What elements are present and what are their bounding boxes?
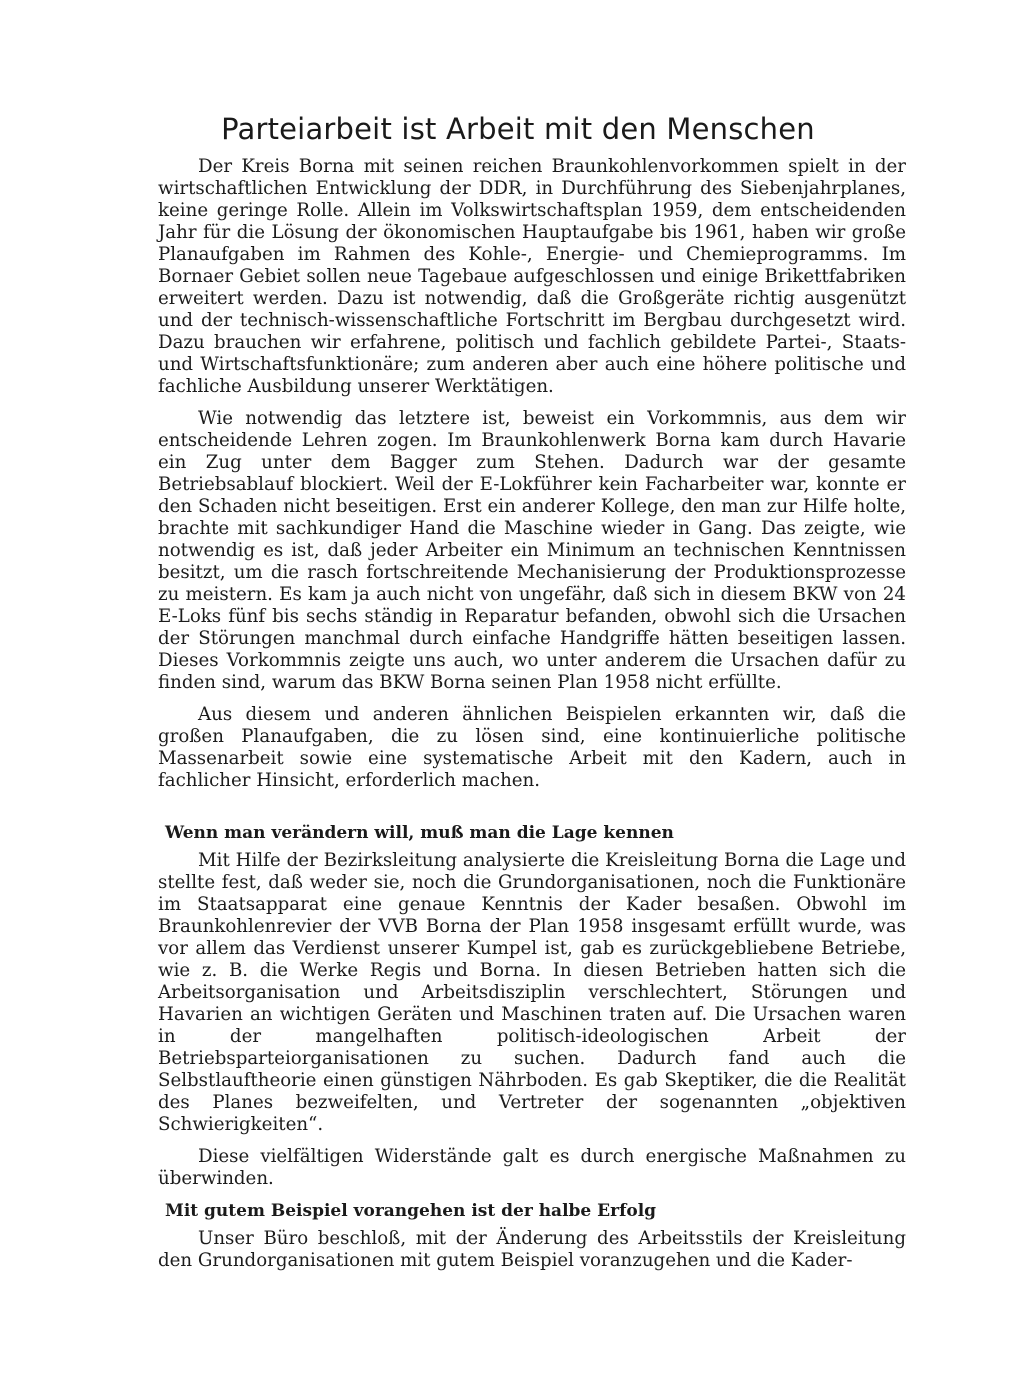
section-heading: Mit gutem Beispiel vorangehen ist der halbe Erfolg xyxy=(165,1201,657,1221)
section-heading: Wenn man verändern will, muß man die Lage kennen xyxy=(165,823,674,843)
paragraph: Diese vielfältigen Widerstände galt es durch energische Maßnahmen zu überwinden. xyxy=(158,1146,906,1189)
paragraph: Wie notwendig das letztere ist, beweist ein Vorkommnis, aus dem wir entscheidende Lehren zogen. Im Braunkohlenwerk Borna kam durch Havarie ein Zug unter dem Bagger zum Stehen. Dadurch war der gesamte Betriebsablauf blockiert. Weil der E-Lokführer kein Facharbeiter war, konnte er den Schaden nicht beseitigen. Erst ein anderer Kollege, den man zur Hilfe holte, brachte mit sachkundiger Hand die Maschine wieder in Gang. Das zeigte, wie notwendig es ist, daß jeder Arbeiter ein Minimum an technischen Kenntnissen besitzt, um die rasch fortschreitende Mechanisierung der Produktionsprozesse zu meistern. Es kam ja auch nicht von ungefähr, daß sich in diesem BKW von 24 E-Loks fünf bis sechs ständig in Reparatur befanden, obwohl sich die Ursachen der Störungen manchmal durch einfache Handgriffe hätten beseitigen lassen. Dieses Vorkommnis zeigte uns auch, wo unter anderem die Ursachen dafür zu finden sind, warum das BKW Borna seinen Plan 1958 nicht erfüllte. xyxy=(158,408,906,693)
paragraph: Aus diesem und anderen ähnlichen Beispielen erkannten wir, daß die großen Planaufgaben, die zu lösen sind, eine kontinuierliche politische Massenarbeit sowie eine systematische Arbeit mit den Kadern, auch in fachlicher Hinsicht, erforderlich machen. xyxy=(158,704,906,791)
page-title: Parteiarbeit ist Arbeit mit den Menschen xyxy=(221,112,815,146)
paragraph: Der Kreis Borna mit seinen reichen Braunkohlenvorkommen spielt in der wirtschaftlichen Entwicklung der DDR, in Durchführung des Siebenjahrplanes, keine geringe Rolle. Allein im Volkswirtschaftsplan 1959, dem entscheidenden Jahr für die Lösung der ökonomischen Hauptaufgabe bis 1961, haben wir große Planaufgaben im Rahmen des Kohle-, Energie- und Chemieprogramms. Im Bornaer Gebiet sollen neue Tagebaue aufgeschlossen und einige Brikettfabriken erweitert werden. Dazu ist notwendig, daß die Großgeräte richtig ausgenützt und der technisch-wissenschaftliche Fortschritt im Bergbau durchgesetzt wird. Dazu brauchen wir erfahrene, politisch und fachlich gebildete Partei-, Staats- und Wirtschaftsfunktionäre; zum anderen aber auch eine höhere politische und fachliche Ausbildung unserer Werktätigen. xyxy=(158,156,906,397)
paragraph: Unser Büro beschloß, mit der Änderung des Arbeitsstils der Kreisleitung den Grundorganisationen mit gutem Beispiel voranzugehen und die Kader- xyxy=(158,1228,906,1271)
paragraph: Mit Hilfe der Bezirksleitung analysierte die Kreisleitung Borna die Lage und stellte fest, daß weder sie, noch die Grundorganisationen, noch die Funktionäre im Staatsapparat eine genaue Kenntnis der Kader besaßen. Obwohl im Braunkohlenrevier der VVB Borna der Plan 1958 insgesamt erfüllt wurde, was vor allem das Verdienst unserer Kumpel ist, gab es zurückgebliebene Betriebe, wie z. B. die Werke Regis und Borna. In diesen Betrieben hatten sich die Arbeitsorganisation und Arbeitsdisziplin verschlechtert, Störungen und Havarien an wichtigen Geräten und Maschinen traten auf. Die Ursachen waren in der mangelhaften politisch-ideologischen Arbeit der Betriebsparteiorganisationen zu suchen. Dadurch fand auch die Selbstlauftheorie einen günstigen Nährboden. Es gab Skeptiker, die die Realität des Planes bezweifelten, und Vertreter der sogenannten „objektiven Schwierigkeiten“. xyxy=(158,850,906,1135)
article-body xyxy=(158,156,906,1282)
